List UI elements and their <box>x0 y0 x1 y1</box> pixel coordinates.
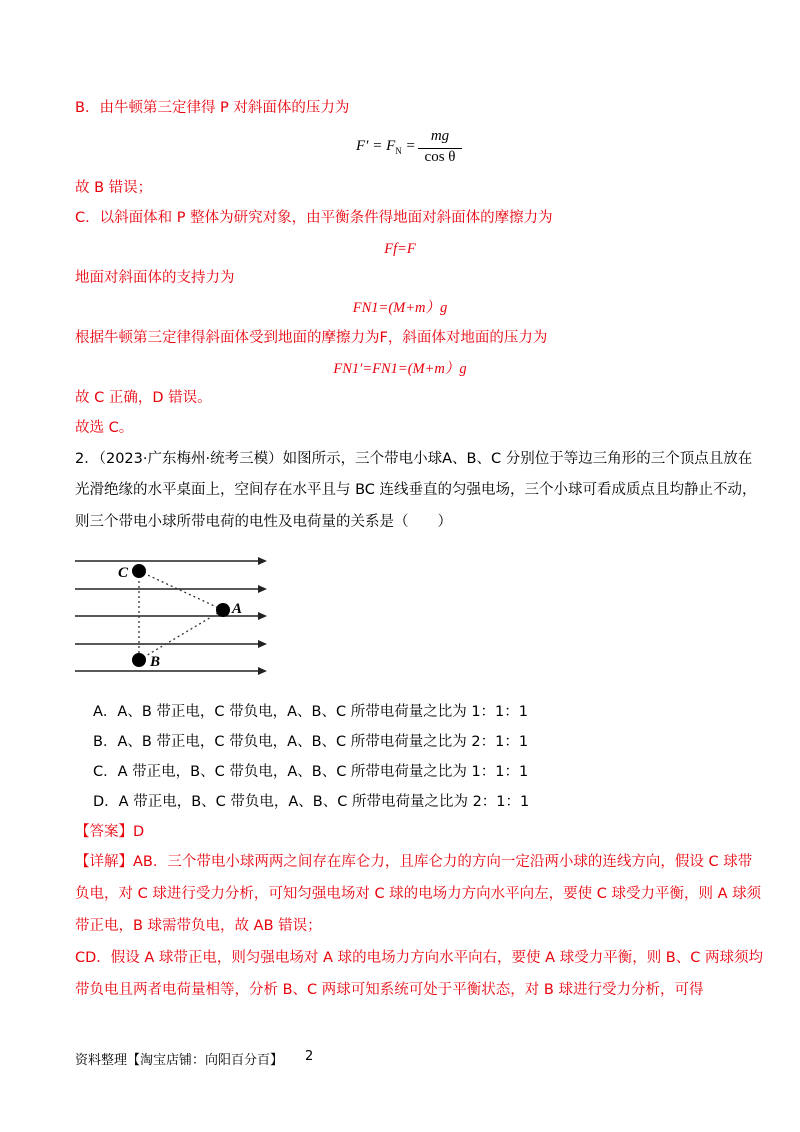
footer-source: 资料整理【淘宝店铺：向阳百分百】 <box>75 1053 284 1068</box>
solution-c-line: C．以斜面体和 P 整体为研究对象，由平衡条件得地面对斜面体的摩擦力为 <box>75 210 553 226</box>
label-a: A <box>232 601 243 617</box>
detail-line: 带负电且两者电荷量相等，分析 B、C 两球可知系统可处于平衡状态，对 B 球进行受力分析，可得 <box>75 982 704 998</box>
solution-c-newton: 根据牛顿第三定律得斜面体受到地面的摩擦力为F，斜面体对地面的压力为 <box>75 330 548 346</box>
solution-b-line: B．由牛顿第三定律得 P 对斜面体的压力为 <box>75 100 350 116</box>
ball-c <box>132 564 146 578</box>
charge-triangle-figure <box>75 552 270 682</box>
ball-a <box>216 603 230 617</box>
solution-c-conclusion: 故 C 正确，D 错误。 <box>75 390 212 406</box>
formula-b-numerator: mg <box>430 128 450 144</box>
detail-line: 负电，对 C 球进行受力分析，可知匀强电场对 C 球的电场力方向水平向左，要使 C 球受力平衡，则 A 球须 <box>75 886 762 902</box>
formula-c3: FN1′=FN1=(M+m）g <box>333 361 467 377</box>
solution-choice: 故选 C。 <box>75 420 134 436</box>
detail-line: 【详解】AB．三个带电小球两两之间存在库仑力，且库仑力的方向一定沿两小球的连线方向，假设 C 球带 <box>75 854 753 870</box>
question2-line3: 则三个带电小球所带电荷的电性及电荷量的关系是（ ） <box>75 514 452 530</box>
solution-c-support: 地面对斜面体的支持力为 <box>75 270 235 286</box>
triangle-side-ba <box>139 610 223 660</box>
question2-line2: 光滑绝缘的水平桌面上，空间存在水平且与 BC 连线垂直的匀强电场，三个小球可看成质点且均静止不动， <box>75 482 757 498</box>
option-a: A．A、B 带正电，C 带负电，A、B、C 所带电荷量之比为 1：1：1 <box>93 704 529 720</box>
solution-b-conclusion: 故 B 错误； <box>75 180 153 196</box>
label-b: B <box>150 654 161 670</box>
detail-line: CD．假设 A 球带正电，则匀强电场对 A 球的电场力方向水平向右，要使 A 球受力平衡，则 B、C 两球须均 <box>75 950 763 966</box>
option-b: B．A、B 带正电，C 带负电，A、B、C 所带电荷量之比为 2：1：1 <box>93 734 529 750</box>
question2-line1: 2．（2023·广东梅州·统考三模）如图所示，三个带电小球A、B、C 分别位于等边三角形的三个顶点且放在 <box>75 451 753 467</box>
ball-b <box>132 653 146 667</box>
label-c: C <box>118 565 129 581</box>
triangle-side-ca <box>139 571 223 610</box>
formula-b-denominator: cos θ <box>424 149 456 165</box>
page-number: 2 <box>305 1049 314 1064</box>
answer: 【答案】D <box>75 824 145 840</box>
option-d: D．A 带正电，B、C 带负电，A、B、C 所带电荷量之比为 2：1：1 <box>93 794 530 810</box>
formula-c1: Ff=F <box>384 241 416 257</box>
formula-c2: FN1=(M+m）g <box>352 300 448 316</box>
option-c: C．A 带正电，B、C 带负电，A、B、C 所带电荷量之比为 1：1：1 <box>93 764 529 780</box>
detail-line: 带正电，B 球需带负电，故 AB 错误； <box>75 918 322 934</box>
